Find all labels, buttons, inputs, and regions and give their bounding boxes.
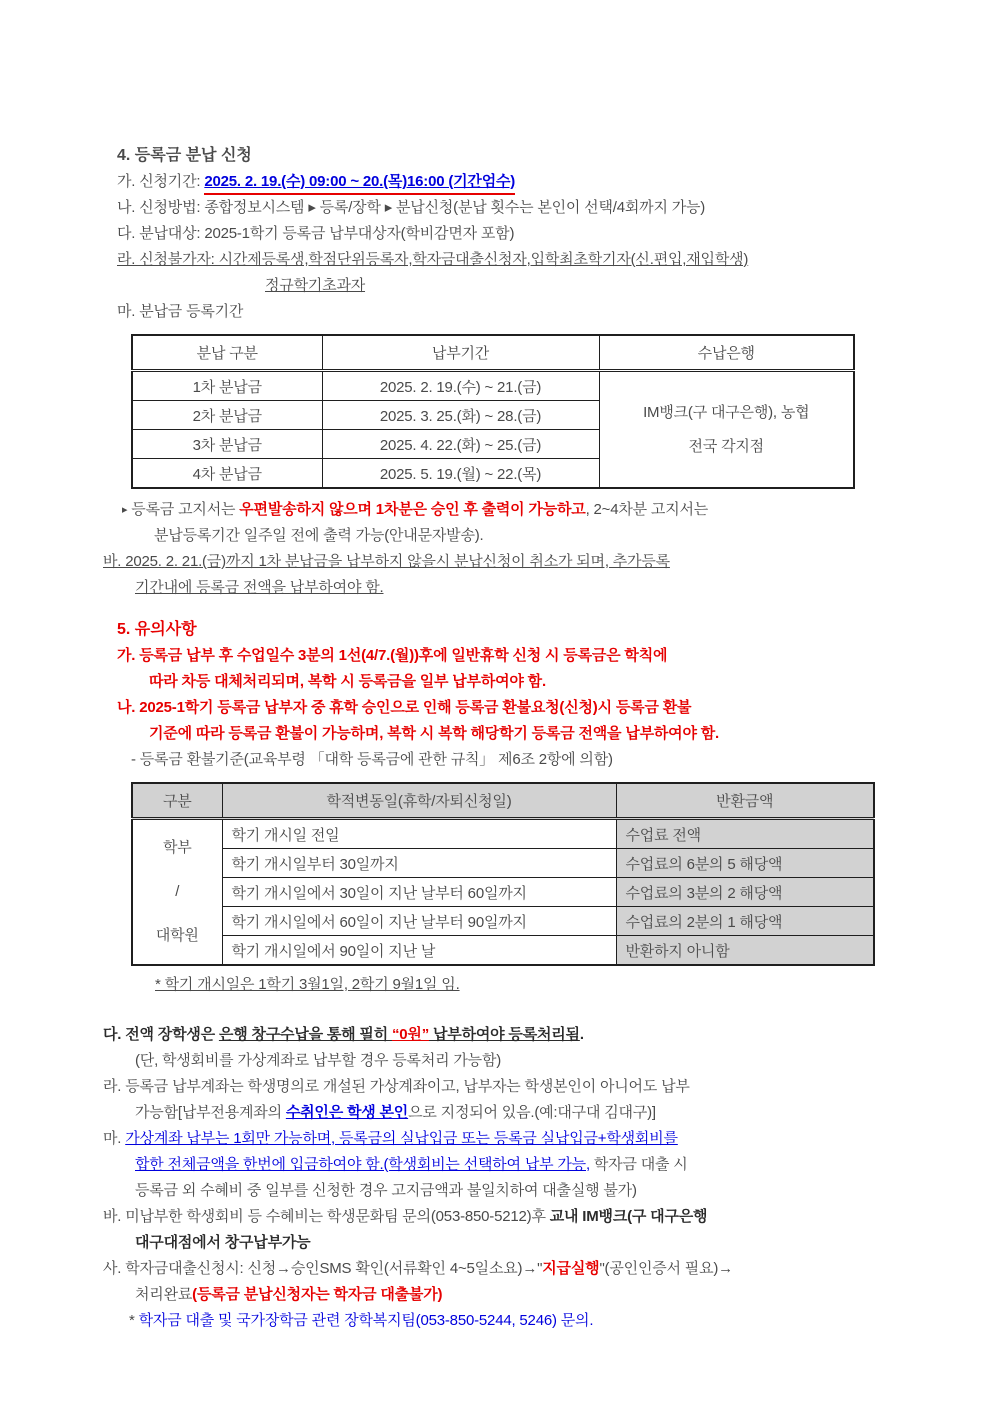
cell-refund: 수업료 전액 (616, 819, 874, 849)
cell-change-date: 학기 개시일부터 30일까지 (222, 849, 616, 878)
installment-table-head (132, 335, 854, 371)
da-period: . (579, 1026, 584, 1043)
item-sa-cont (103, 1282, 952, 1308)
ba-bold-line2: 대구대점에서 창구납부가능 (135, 1234, 311, 1251)
item-application-method: 나. 신청방법: 종합정보시스템 ▸ 등록/장학 ▸ 분납신청(분납 횟수는 본인이 선택/4회까지 가능) (117, 199, 706, 216)
item-da-scholarship (103, 1022, 952, 1048)
section-5 (103, 617, 952, 773)
caution-items (103, 1022, 952, 1334)
item-installment-period-label: 마. 분납금 등록기간 (117, 303, 244, 320)
da-underline-pre: 은행 창구수납을 통해 필히 (218, 1026, 392, 1043)
table-header-row (132, 783, 874, 819)
sa-post: "(공인인증서 필요)→ (599, 1260, 733, 1277)
ma-gray-tail: 학자금 대출 시 (589, 1156, 688, 1173)
item-ra-account-line1: 라. 등록금 납부계좌는 학생명의로 개설된 가상계좌이고, 납부자는 학생본인이 아니어도 납부 (103, 1078, 690, 1095)
item-sa-loan (103, 1256, 952, 1282)
caution-ga-cont (117, 669, 952, 695)
cell-refund: 수업료의 2분의 1 해당액 (616, 907, 874, 936)
final-contact-text: 학자금 대출 및 국가장학금 관련 장학복지팀(053-850-5244, 5246) 문의. (138, 1312, 594, 1329)
bank-line-1: IM뱅크(구 대구은행), 농협 (643, 403, 810, 421)
note-bill-pre: 등록금 고지서는 (131, 501, 240, 518)
installment-table-body (132, 371, 854, 489)
sa-pre: 사. 학자금대출신청시: 신청→승인SMS 확인(서류확인 4~5일소요)→" (103, 1260, 543, 1277)
caution-na-cont (117, 721, 952, 747)
da-underline-post: 납부하여야 등록처리됨 (429, 1026, 580, 1043)
ma-line3: 등록금 외 수혜비 중 일부를 신청한 경우 고지금액과 불일치하여 대출실행 불가) (135, 1182, 637, 1199)
cell-refund: 수업료의 3분의 2 해당액 (616, 878, 874, 907)
section4-title: 4. 등록금 분납 신청 (117, 147, 252, 164)
col-header-period: 납부기간 (322, 335, 599, 371)
installment-schedule-table (131, 334, 855, 489)
item-ma-cont2 (103, 1178, 952, 1204)
ma-blue-line2: 합한 전체금액을 한번에 입금하여야 함.(학생회비는 선택하여 납부 가능, (135, 1156, 590, 1173)
cell-division: 3차 분납금 (132, 430, 322, 459)
refund-criteria-note: - 등록금 환불기준(교육부령 「대학 등록금에 관한 규칙」 제6조 2항에 의함) (131, 751, 613, 768)
table1-notes (103, 497, 952, 601)
ma-blue-line1: 가상계좌 납부는 1회만 가능하며, 등록금의 실납입금 또는 등록금 실납입금+학생회비를 (125, 1130, 678, 1147)
refund-table-body (132, 819, 874, 966)
caution-ga-line1: 가. 등록금 납부 후 수업일수 3분의 1선(4/7.(월))후에 일반휴학 신청 시 등록금은 학칙에 (117, 647, 668, 664)
cell-change-date: 학기 개시일 전일 (222, 819, 616, 849)
section-4 (103, 143, 952, 325)
cell-period: 2025. 3. 25.(화) ~ 28.(금) (322, 401, 599, 430)
cell-period: 2025. 5. 19.(월) ~ 22.(목) (322, 459, 599, 489)
note-cancel-line2: 기간내에 등록금 전액을 납부하여야 함. (135, 579, 384, 596)
item-ra-account-cont (103, 1100, 952, 1126)
item-ma-virtual-account (103, 1126, 952, 1152)
cell-bank (599, 371, 854, 489)
sa2-complete: 처리완료 (135, 1286, 193, 1303)
cell-division: 1차 분납금 (132, 371, 322, 401)
semester-start-footnote-text: * 학기 개시일은 1학기 3월1일, 2학기 9월1일 임. (155, 976, 460, 993)
semester-start-footnote (103, 972, 952, 998)
da-zero-won: “0원” (391, 1026, 430, 1043)
col-header-category: 구분 (132, 783, 222, 819)
note-bill-red: 우편발송하지 않으며 1차분은 승인 후 출력이 가능하고 (239, 501, 586, 518)
caution-na-line2: 기준에 따라 등록금 환불이 가능하며, 복학 시 복학 해당학기 등록금 전액을 납부하여야 함. (149, 725, 719, 742)
caution-na-line1: 나. 2025-1학기 등록금 납부자 중 휴학 승인으로 인해 등록금 환불요청(신청)시 등록금 환불 (117, 699, 692, 716)
da-bold-pre: 다. 전액 장학생은 (103, 1026, 219, 1043)
ra2-pre: 가능함[납부전용계좌의 (135, 1104, 286, 1121)
refund-table-head (132, 783, 874, 819)
item-not-eligible: 라. 신청불가자: 시간제등록생,학점단위등록자,학자금대출신청자,입학최초학기자(신.편입,재입학생) (117, 251, 749, 268)
item-ba-unpaid-fee (103, 1204, 952, 1230)
note-cancel-line1: 바. 2025. 2. 21.(금)까지 1차 분납금을 납부하지 않을시 분납신청이 취소가 되며, 추가등록 (103, 553, 670, 570)
triangle-bullet-icon: ▸ (122, 504, 128, 516)
item-da-cont (103, 1048, 952, 1074)
item-not-eligible-cont (117, 273, 952, 299)
table-row (132, 907, 874, 936)
cell-period: 2025. 4. 22.(화) ~ 25.(금) (322, 430, 599, 459)
cell-period: 2025. 2. 19.(수) ~ 21.(금) (322, 371, 599, 401)
cell-change-date: 학기 개시일에서 60일이 지난 날부터 90일까지 (222, 907, 616, 936)
ra2-recipient: 수취인은 학생 본인 (285, 1104, 409, 1121)
caution-ga-line2: 따라 차등 대체처리되며, 복학 시 등록금을 일부 납부하여야 함. (149, 673, 546, 690)
table-row (132, 878, 874, 907)
bank-line-2: 전국 각지점 (688, 437, 764, 455)
col-header-bank: 수납은행 (599, 335, 854, 371)
ba-pre: 바. 미납부한 학생회비 등 수혜비는 학생문화팀 문의(053-850-5212)후 (103, 1208, 550, 1225)
ba-bank-bold: 교내 IM뱅크(구 대구은행 (549, 1208, 708, 1225)
item-application-period (117, 169, 952, 195)
sa-execute-payment: 지급실행 (542, 1260, 600, 1277)
table-header-row (132, 335, 854, 371)
refund-criteria-table (131, 782, 875, 966)
ra2-post: 으로 지정되어 있음.(예:대구대 김대구)] (408, 1104, 656, 1121)
item-final-contact (103, 1308, 952, 1334)
ma-label: 마. (103, 1130, 126, 1147)
category-line-1: 학부 (162, 839, 192, 856)
col-header-refund-amount: 반환금액 (616, 783, 874, 819)
col-header-division: 분납 구분 (132, 335, 322, 371)
note-bill-print-cont (122, 523, 952, 549)
note-bill-line2: 분납등록기간 일주일 전에 출력 가능(안내문자발송). (154, 527, 484, 544)
table-row (132, 936, 874, 966)
col-header-change-date: 학적변동일(휴학/자퇴신청일) (222, 783, 616, 819)
cell-change-date: 학기 개시일에서 90일이 지난 날 (222, 936, 616, 966)
category-line-3: 대학원 (155, 927, 199, 944)
note-bill-post: , 2~4차분 고지서는 (585, 501, 709, 518)
cell-division: 2차 분납금 (132, 401, 322, 430)
sa2-no-loan: (등록금 분납신청자는 학자금 대출불가) (192, 1286, 443, 1303)
item-installment-target: 다. 분납대상: 2025-1학기 등록금 납부대상자(학비감면자 포함) (117, 225, 515, 242)
cell-refund: 수업료의 6분의 5 해당액 (616, 849, 874, 878)
cell-category (132, 819, 222, 966)
cell-refund: 반환하지 아니함 (616, 936, 874, 966)
item-ga-label: 가. 신청기간: (117, 173, 205, 190)
note-cancel-cont (103, 575, 952, 601)
application-period-value: 2025. 2. 19.(수) 09:00 ~ 20.(목)16:00 (기간엄수) (204, 171, 515, 195)
note-bill-print (122, 497, 952, 523)
not-eligible-cont-text: 정규학기초과자 (265, 277, 366, 294)
cell-change-date: 학기 개시일에서 30일이 지난 날부터 60일까지 (222, 878, 616, 907)
section5-title: 5. 유의사항 (117, 621, 197, 638)
final-star: * (129, 1312, 139, 1329)
cell-division: 4차 분납금 (132, 459, 322, 489)
table-row (132, 371, 854, 401)
table-row (132, 849, 874, 878)
category-line-2: / (175, 883, 180, 900)
item-ma-cont1 (103, 1152, 952, 1178)
item-ba-cont (103, 1230, 952, 1256)
table-row (132, 819, 874, 849)
da-line2: (단, 학생회비를 가상계좌로 납부할 경우 등록처리 가능함) (135, 1052, 502, 1069)
